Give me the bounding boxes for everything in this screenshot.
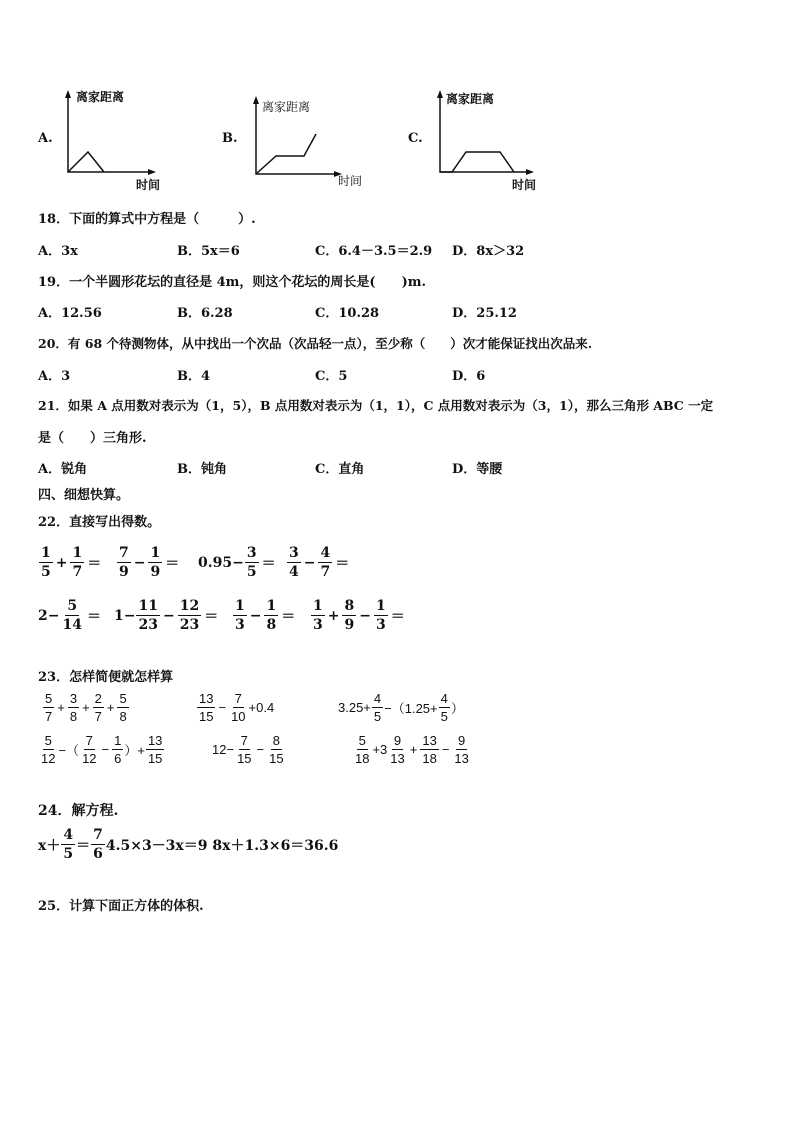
q23-text: 23．怎样简便就怎样算 (38, 670, 174, 685)
q23-expr-4: $\frac{5}{12}$ −（ $\frac{7}{12}$ − $\frac{1}{6}$ ）+ $\frac{13}{15}$ (41, 733, 163, 766)
fraction: $\frac{3}{4}$ (289, 545, 299, 580)
fraction: $\frac{8}{15}$ (269, 733, 284, 766)
fraction: $\frac{1}{6}$ (114, 733, 122, 766)
fraction: $\frac{4}{5}$ (440, 691, 448, 724)
q24-text: 24．解方程. (38, 803, 119, 819)
fraction: $\frac{5}{14}$ (62, 598, 82, 633)
fraction: $\frac{3}{5}$ (246, 545, 257, 580)
q20-option-d: D．6 (452, 369, 486, 384)
graph-option-b-label: B. (222, 131, 238, 146)
q18-option-c: C．6.4－3.5＝2.9 (315, 244, 433, 259)
graph-b-line (256, 134, 316, 174)
q20-text: 20．有 68 个待测物体，从中找出一个次品（次品轻一点），至少称（ ）次才能保证找出次品来. (38, 336, 593, 351)
fraction: $\frac{3}{8}$ (69, 691, 78, 724)
fraction: $\frac{11}{23}$ (138, 598, 158, 633)
fraction: $\frac{4}{5}$ (63, 827, 74, 862)
fraction: $\frac{9}{13}$ (454, 733, 469, 766)
graph-c-line (440, 152, 514, 172)
q19-option-c: C．10.28 (315, 306, 380, 321)
q23-expr-6: $\frac{5}{18}$ +3 $\frac{9}{13}$ + $\frac{13}{18}$ − $\frac{9}{13}$ (355, 733, 469, 766)
q23-expr-2: $\frac{13}{15}$ − $\frac{7}{10}$ +0.4 (199, 691, 275, 724)
graph-b-xlabel: 时间 (338, 174, 363, 188)
fraction: $\frac{13}{15}$ (199, 691, 214, 724)
q21-text-line1: 21．如果 A 点用数对表示为（1，5），B 点用数对表示为（1，1），C 点用数对表示为（3，1），那么三角形 ABC 一定 (38, 398, 714, 413)
fraction: $\frac{5}{7}$ (45, 691, 53, 724)
fraction: $\frac{2}{7}$ (94, 691, 102, 724)
q22-expr-1: $\frac{1}{5}$ + $\frac{1}{7}$ ＝ (41, 545, 102, 580)
q21-option-c: C．直角 (315, 462, 365, 477)
fraction: $\frac{1}{8}$ (266, 598, 277, 633)
fraction: $\frac{7}{10}$ (231, 691, 246, 724)
fraction: $\frac{5}{18}$ (355, 733, 370, 766)
fraction: $\frac{1}{9}$ (150, 545, 161, 580)
q23-expr-5: 12− $\frac{7}{15}$ − $\frac{8}{15}$ (212, 733, 284, 766)
q22-expr-7: $\frac{1}{3}$ − $\frac{1}{8}$ ＝ (235, 598, 296, 633)
q19-option-d: D．25.12 (452, 306, 517, 321)
fraction: $\frac{13}{18}$ (422, 733, 437, 766)
q19-option-a: A．12.56 (38, 306, 102, 321)
q25-text: 25．计算下面正方体的体积. (38, 899, 204, 914)
q22-expr-5: 2− $\frac{5}{14}$ ＝ (38, 598, 101, 633)
fraction: $\frac{1}{3}$ (313, 598, 323, 633)
fraction: $\frac{4}{5}$ (373, 691, 382, 724)
graph-a-line (68, 152, 104, 172)
q22-expr-2: $\frac{7}{9}$ − $\frac{1}{9}$ ＝ (119, 545, 180, 580)
q21-option-a: A．锐角 (38, 462, 88, 477)
q22-expr-8: $\frac{1}{3}$ + $\frac{8}{9}$ − $\frac{1}{3}$ ＝ (313, 598, 405, 633)
fraction: $\frac{1}{7}$ (72, 545, 83, 580)
q22-expr-3: 0.95− $\frac{3}{5}$ ＝ (198, 545, 276, 580)
graph-c-ylabel: 离家距离 (446, 92, 495, 106)
graph-a-xlabel: 时间 (136, 178, 161, 192)
q23-expr-1: $\frac{5}{7}$ + $\frac{3}{8}$ + $\frac{2}{7}$ + $\frac{5}{8}$ (45, 691, 127, 724)
fraction: $\frac{4}{7}$ (320, 545, 331, 580)
graph-a-ylabel: 离家距离 (76, 90, 125, 104)
q20-option-b: B．4 (177, 369, 211, 384)
fraction: $\frac{5}{12}$ (41, 733, 56, 766)
q18-text: 18．下面的算式中方程是（ ）. (38, 212, 256, 227)
fraction: $\frac{7}{6}$ (93, 827, 103, 862)
fraction: $\frac{8}{9}$ (344, 598, 355, 633)
fraction: $\frac{7}{15}$ (237, 733, 252, 766)
graph-option-c-label: C. (408, 131, 423, 146)
q21-text-line2: 是（ ）三角形. (38, 431, 147, 446)
fraction: $\frac{1}{5}$ (41, 545, 51, 580)
q21-option-b: B．钝角 (177, 462, 227, 477)
fraction: $\frac{5}{8}$ (119, 691, 127, 724)
q22-expr-6: 1− $\frac{11}{23}$ − $\frac{12}{23}$ ＝ (114, 598, 219, 633)
q24-equations: x＋ $\frac{4}{5}$ ＝ $\frac{7}{6}$ 4.5×3－3x＝9 8x＋1.3×6＝36.6 (38, 827, 339, 862)
fraction: $\frac{13}{15}$ (147, 733, 163, 766)
q23-expr-3: 3.25+ $\frac{4}{5}$ −（1.25+ $\frac{4}{5}$ ） (338, 691, 464, 724)
graph-c-xlabel: 时间 (512, 178, 537, 192)
fraction: $\frac{7}{12}$ (82, 733, 97, 766)
q22-text: 22．直接写出得数。 (38, 515, 161, 530)
q20-option-a: A．3 (38, 369, 71, 384)
q19-text: 19．一个半圆形花坛的直径是 4m，则这个花坛的周长是( )m. (38, 275, 427, 290)
q18-option-a: A．3x (38, 244, 78, 259)
graph-option-a-label: A. (38, 131, 53, 146)
section-4-heading: 四、细想快算。 (38, 488, 130, 503)
q18-option-b: B．5x＝6 (177, 244, 240, 259)
fraction: $\frac{9}{13}$ (390, 733, 405, 766)
q19-option-b: B．6.28 (177, 306, 233, 321)
fraction: $\frac{7}{9}$ (119, 545, 129, 580)
q22-expr-4: $\frac{3}{4}$ − $\frac{4}{7}$ ＝ (289, 545, 350, 580)
graph-b-ylabel: 离家距离 (262, 100, 311, 114)
q20-option-c: C．5 (315, 369, 348, 384)
q21-option-d: D．等腰 (452, 462, 503, 477)
fraction: $\frac{1}{3}$ (375, 598, 386, 633)
q18-option-d: D．8x＞32 (452, 244, 525, 259)
fraction: $\frac{1}{3}$ (235, 598, 245, 633)
fraction: $\frac{12}{23}$ (179, 598, 200, 633)
